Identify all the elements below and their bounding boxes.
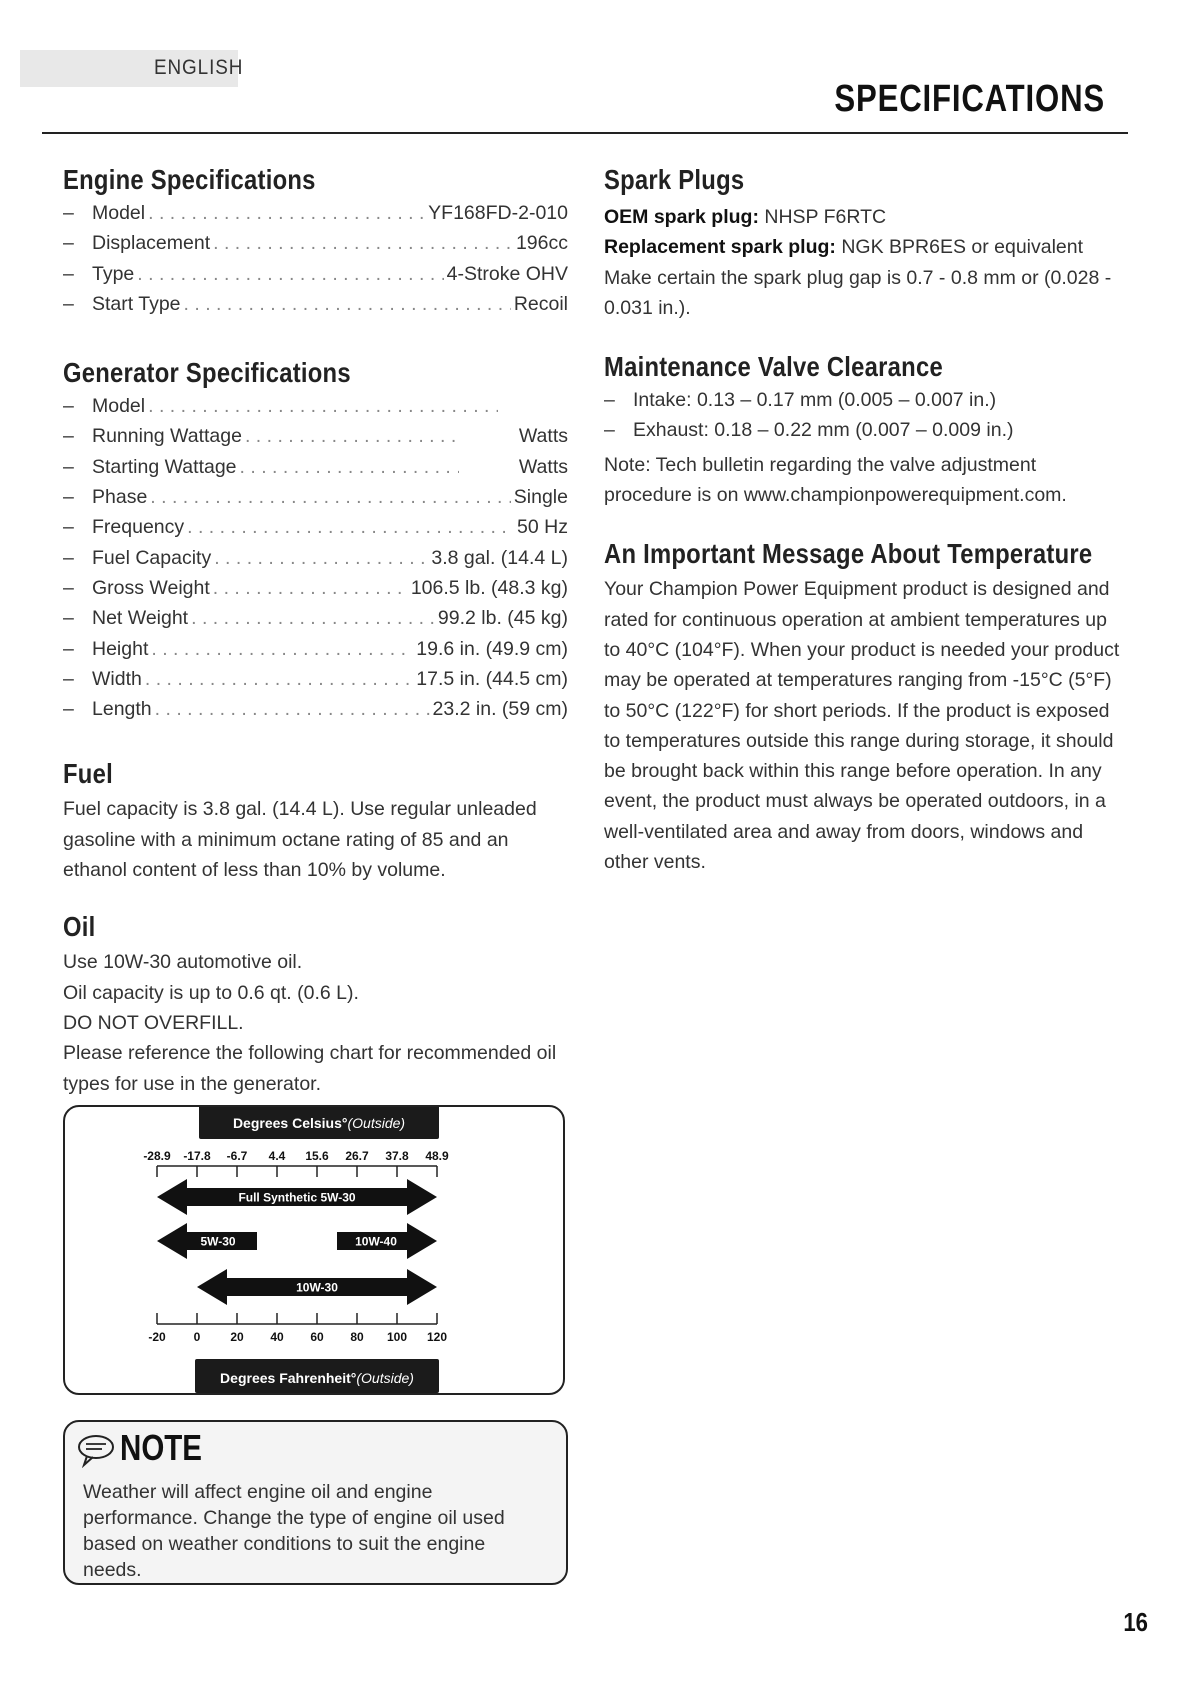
spark-plug-gap-text: Make certain the spark plug gap is 0.7 - 0.8 mm or (0.028 - 0.031 in.). [604,266,1112,319]
spec-label: Phase [92,486,148,509]
oil-heading: Oil [63,911,96,943]
spec-value: 99.2 lb. (45 kg) [437,607,568,630]
spec-label: Gross Weight [92,576,210,599]
spec-row: – Gross Weight . . . 106.5 lb. (48.3 kg) [63,577,568,607]
leader-dots [213,232,513,255]
spec-value: Watts [518,425,568,448]
celsius-tick-label: 26.7 [345,1149,369,1163]
oil-band-label: 5W-30 [200,1234,236,1249]
spec-label: Displacement [92,232,211,255]
oil-line-3: DO NOT OVERFILL. [63,1011,244,1034]
valve-clearance-heading: Maintenance Valve Clearance [604,351,943,383]
spec-label: Frequency [92,516,185,539]
oil-band-label: 10W-40 [355,1234,397,1249]
language-tab [20,50,244,87]
spec-value: 17.5 in. (44.5 cm) [416,667,568,690]
leader-dots [148,202,425,225]
oil-temperature-chart [63,1105,565,1395]
spec-row: – Starting Wattage . . . Watts [63,456,568,486]
language-label: ENGLISH [154,56,244,79]
valve-note: Note: Tech bulletin regarding the valve adjustment procedure is on www.championpowerequipment.com. [604,453,1067,507]
oil-line-4: Please reference the following chart for recommended oil types for use in the generator. [63,1042,557,1095]
spec-row: – Frequency . . . 50 Hz [63,516,568,546]
celsius-tick-label: 15.6 [305,1149,329,1163]
celsius-tick-label: 48.9 [425,1149,449,1163]
spec-label: Running Wattage [92,425,242,448]
leader-dots [240,456,459,479]
fuel-heading: Fuel [63,758,113,790]
fahrenheit-tick-label: 80 [350,1330,364,1344]
celsius-tick-label: -6.7 [226,1149,248,1163]
page-title: SPECIFICATIONS [834,78,1105,120]
right-column [604,164,1124,877]
spec-row: – Type . . . 4-Stroke OHV [63,263,568,293]
leader-dots [145,668,413,691]
leader-dots [184,293,511,316]
spec-row: – Height . . . 19.6 in. (49.9 cm) [63,638,568,668]
fahrenheit-tick-label: 100 [386,1330,408,1344]
leader-dots [155,698,430,721]
spec-row: – Length . . . 23.2 in. (59 cm) [63,698,568,728]
celsius-axis [143,1149,449,1177]
fahrenheit-tick-label: 40 [270,1330,284,1344]
left-column [63,164,568,1099]
speech-bubble-icon [77,1434,115,1468]
spec-row: – Start Type . . . Recoil [63,293,568,323]
leader-dots [245,425,459,448]
spec-value: 50 Hz [517,516,568,539]
celsius-tick-label: -17.8 [183,1149,211,1163]
header-divider [42,132,1128,134]
fahrenheit-tick-label: 20 [230,1330,244,1344]
fahrenheit-tick-label: 60 [310,1330,324,1344]
temperature-heading: An Important Message About Temperature [604,538,1093,570]
spec-row: – Displacement . . . 196cc [63,232,568,262]
spec-row: – Fuel Capacity . . . 3.8 gal. (14.4 L) [63,547,568,577]
fuel-text: Fuel capacity is 3.8 gal. (14.4 L). Use regular unleaded gasoline with a minimum octane rating of 85 and an ethanol content of less than 10% by volume. [63,798,537,882]
temperature-text: Your Champion Power Equipment product is designed and rated for continuous operation at ambient temperatures up to 40°C (104°F). When your product is needed your product may be operated at temperatures ranging from -15°C (5°F) to 50°C (122°F) for short periods. If the product is exposed to temperatures outside this range during storage, it should be brought back within this range before operation. In any event, the product must always be operated outdoors, in a well-ventilated area and away from doors, windows and other vents. [604,578,1120,874]
spec-value: Single [513,486,568,509]
oil-chart-svg [65,1107,563,1393]
leader-dots [214,547,428,570]
spec-row: – Net Weight . . . 99.2 lb. (45 kg) [63,607,568,637]
spec-value: 3.8 gal. (14.4 L) [431,546,568,569]
oem-spark-plug-label: OEM spark plug: [604,206,759,228]
note-text: Weather will affect engine oil and engine performance. Change the type of engine oil used based on weather conditions to suit the engine needs. [83,1481,505,1581]
fahrenheit-tick-label: 0 [193,1330,201,1344]
replacement-spark-plug-label: Replacement spark plug: [604,236,836,259]
leader-dots [191,607,435,630]
spec-value: 23.2 in. (59 cm) [432,698,568,721]
spec-value: 4-Stroke OHV [446,262,568,285]
spark-plugs-heading: Spark Plugs [604,164,745,195]
valve-intake: Intake: 0.13 – 0.17 mm (0.005 – 0.007 in.) [633,389,997,412]
spec-row: – Running Wattage . . . Watts [63,425,568,455]
spec-label: Length [92,698,152,721]
celsius-header-text: Degrees Celsius°(Outside) [232,1115,406,1131]
oil-line-1: Use 10W-30 automotive oil. [63,951,303,974]
fahrenheit-tick-label: 120 [426,1330,448,1344]
spec-value: YF168FD-2-010 [428,202,568,224]
fahrenheit-axis [148,1313,447,1344]
generator-specs-heading: Generator Specifications [63,357,351,389]
celsius-tick-label: 37.8 [385,1149,409,1163]
oil-bands [157,1179,437,1305]
spec-row: – Width . . . 17.5 in. (44.5 cm) [63,668,568,698]
valve-exhaust: Exhaust: 0.18 – 0.22 mm (0.007 – 0.009 in.) [633,419,1014,442]
oil-band-label: Full Synthetic 5W-30 [238,1190,356,1205]
spec-value: Watts [518,455,568,478]
spec-value: 106.5 lb. (48.3 kg) [410,576,568,599]
spec-label: Net Weight [92,607,189,630]
spec-label: Model [92,395,146,418]
valve-row: – Intake: 0.13 – 0.17 mm (0.005 – 0.007 in.) [604,389,997,412]
fahrenheit-footer-text: Degrees Fahrenheit°(Outside) [220,1370,414,1386]
leader-dots [187,516,514,539]
valve-row: – Exhaust: 0.18 – 0.22 mm (0.007 – 0.009 in.) [604,419,1014,442]
celsius-tick-label: 4.4 [268,1149,286,1163]
engine-specs-heading: Engine Specifications [63,164,316,195]
leader-dots [137,263,443,286]
spec-row: – Model . . . YF168FD-2-010 [63,202,568,232]
page-number: 16 [1123,1607,1148,1637]
spec-label: Fuel Capacity [92,546,212,569]
generator-specs-list [63,395,568,728]
leader-dots [148,395,498,418]
spec-value: 19.6 in. (49.9 cm) [416,637,568,660]
note-title: NOTE [120,1427,203,1468]
leader-dots [213,577,408,600]
spec-label: Height [92,637,149,660]
spec-label: Type [92,262,135,285]
spec-label: Model [92,202,146,224]
leader-dots [151,638,413,661]
oem-spark-plug-value: NHSP F6RTC [758,206,887,228]
celsius-tick-label: -28.9 [143,1149,171,1163]
replacement-spark-plug-value: NGK BPR6ES or equivalent [835,236,1084,259]
engine-specs-list [63,202,568,323]
note-box [63,1420,568,1585]
spec-value: Recoil [513,292,568,315]
spec-label: Start Type [92,292,181,315]
leader-dots [150,486,510,509]
oil-band-label: 10W-30 [296,1280,338,1295]
valve-clearance-list [604,389,1124,450]
oem-spark-plug [604,202,1124,232]
fahrenheit-tick-label: -20 [148,1330,166,1344]
spec-label: Starting Wattage [92,455,237,478]
spec-label: Width [92,667,142,690]
spec-value: 196cc [515,232,568,255]
spec-row: – Phase . . . Single [63,486,568,516]
oil-line-2: Oil capacity is up to 0.6 qt. (0.6 L). [63,981,359,1004]
spec-row: – Model . . . [63,395,568,425]
replacement-spark-plug [604,232,1124,262]
